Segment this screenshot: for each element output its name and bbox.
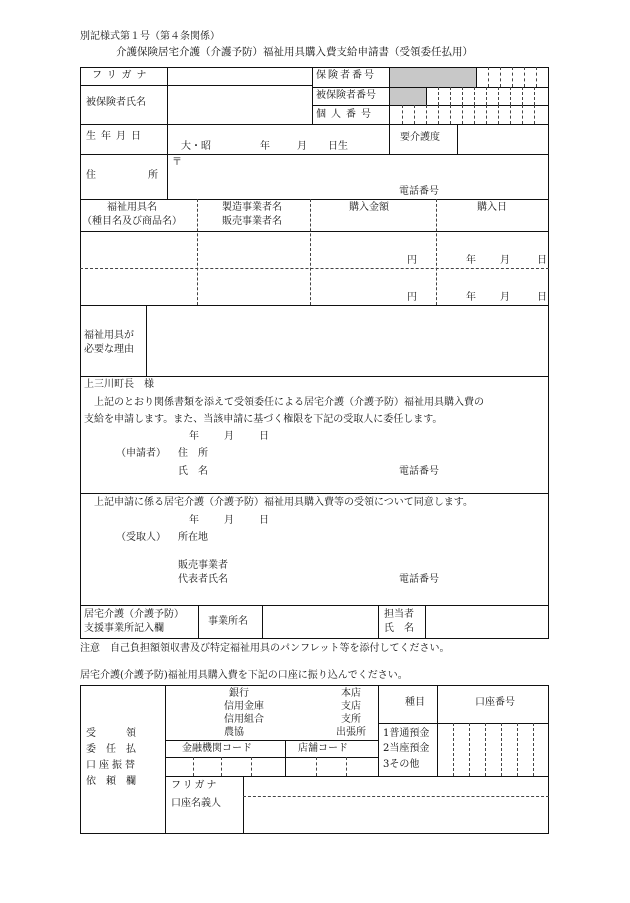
item-1-yen-unit: 円	[407, 255, 417, 266]
birth-era: 大・昭	[181, 141, 211, 152]
consent-phone-label: 電話番号	[399, 574, 439, 585]
reason-label-1: 福祉用具が	[84, 330, 134, 341]
consent-year-unit: 年	[189, 515, 199, 526]
address-input[interactable]	[186, 158, 546, 182]
address-label-1: 住	[86, 170, 96, 181]
recipient-label: （受取人）	[116, 532, 166, 543]
applicant-name-label: 氏 名	[178, 466, 208, 477]
branch-type-1: 本店	[341, 688, 361, 699]
recipient-location-label: 所在地	[178, 532, 208, 543]
branch-code-label: 店舗コード	[298, 743, 348, 754]
branch-code-input[interactable]	[288, 759, 376, 774]
birth-year-unit: 年	[260, 141, 270, 152]
birth-month-unit: 月	[297, 141, 307, 152]
institution-type-1: 銀行	[229, 688, 249, 699]
account-type-1[interactable]: 1普通預金	[383, 728, 430, 739]
recipient-location-input[interactable]	[215, 530, 535, 544]
account-type-3[interactable]: 3その他	[383, 759, 420, 770]
consent-body: 上記申請に係る居宅介護（介護予防）福祉用具購入費等の受領について同意します。	[94, 497, 473, 508]
institution-type-2: 信用金庫	[224, 701, 264, 712]
item-2-maker-input[interactable]	[200, 273, 307, 301]
person-label-2: 氏 名	[384, 623, 414, 634]
care-level-label: 要介護度	[400, 132, 440, 143]
attachment-note: 注意 自己負担額領収書及び特定福祉用具のパンフレット等を添付してください。	[80, 643, 450, 654]
bank-left-label-2: 委 任 払	[86, 744, 136, 755]
insured-number-label: 被保険者番号	[316, 90, 376, 101]
insurer-number-label: 保険者番号	[316, 70, 376, 81]
item-1-month-unit: 月	[500, 255, 510, 266]
amount-header: 購入金額	[349, 202, 389, 213]
insured-name-label: 被保険者氏名	[86, 97, 146, 108]
seller-header: 販売事業者名	[222, 216, 282, 227]
applicant-name-input[interactable]	[215, 464, 395, 478]
item-2-month-unit: 月	[500, 292, 510, 303]
postal-mark: 〒	[172, 157, 182, 168]
item-name-header-1: 福祉用具名	[107, 202, 157, 213]
maker-header: 製造事業者名	[222, 202, 282, 213]
office-name-label: 事業所名	[208, 616, 248, 627]
application-body-1: 上記のとおり関係書類を添えて受領委任による居宅介護（介護予防）福祉用具購入費の	[94, 397, 484, 408]
insurer-number-shaded	[390, 68, 476, 87]
account-furigana-label: フリガナ	[171, 780, 219, 791]
item-name-header-2: （種目名及び商品名）	[82, 216, 182, 227]
item-2-yen-unit: 円	[407, 292, 417, 303]
application-month-unit: 月	[224, 431, 234, 442]
care-level-input[interactable]	[460, 128, 546, 150]
address-phone-label: 電話番号	[399, 186, 439, 197]
item-1-day-unit: 日	[537, 255, 547, 266]
item-2-year-unit: 年	[466, 292, 476, 303]
consent-day-unit: 日	[259, 515, 269, 526]
item-2-name-input[interactable]	[84, 273, 194, 301]
birth-day-unit: 日生	[328, 141, 348, 152]
applicant-address-input[interactable]	[215, 446, 535, 460]
application-body-2: 支給を申請します。また、当該申請に基づく権限を下記の受取人に委任します。	[84, 414, 443, 425]
personal-number-label: 個人番号	[316, 109, 376, 120]
representative-input[interactable]	[235, 572, 395, 586]
bank-left-label-3: 口座振替	[86, 760, 138, 771]
item-1-year-unit: 年	[466, 255, 476, 266]
bank-intro: 居宅介護(介護予防)福祉用具購入費を下記の口座に振り込んでください。	[80, 670, 408, 681]
representative-label: 代表者氏名	[178, 574, 228, 585]
office-name-input[interactable]	[266, 610, 374, 634]
furigana-label: フリガナ	[92, 70, 152, 81]
person-name-input[interactable]	[429, 610, 545, 634]
addressee: 上三川町長 様	[84, 379, 154, 390]
support-office-label-2: 支援事業所記入欄	[84, 623, 164, 634]
support-office-label-1: 居宅介護（介護予防）	[84, 609, 184, 620]
item-1-name-input[interactable]	[84, 236, 194, 264]
item-1-maker-input[interactable]	[200, 236, 307, 264]
institution-type-3: 信用組合	[224, 714, 264, 725]
insured-name-input[interactable]	[170, 90, 310, 120]
account-type-label: 種目	[405, 697, 425, 708]
application-day-unit: 日	[259, 431, 269, 442]
form-id: 別記様式第１号（第４条関係）	[80, 31, 220, 42]
reason-label-2: 必要な理由	[84, 344, 134, 355]
person-label-1: 担当者	[384, 609, 414, 620]
applicant-phone-label: 電話番号	[399, 466, 439, 477]
account-holder-label: 口座名義人	[171, 798, 221, 809]
form-title: 介護保険居宅介護（介護予防）福祉用具購入費支給申請書（受領委任払用）	[116, 46, 473, 58]
institution-type-4: 農協	[224, 727, 244, 738]
branch-name-input[interactable]	[280, 690, 332, 734]
applicant-label: （申請者）	[116, 448, 166, 459]
account-holder-input[interactable]	[247, 800, 545, 830]
application-year-unit: 年	[189, 431, 199, 442]
insured-number-shaded	[390, 88, 426, 105]
birth-date-label: 生年月日	[86, 131, 146, 142]
account-type-2[interactable]: 2当座預金	[383, 743, 430, 754]
reason-input[interactable]	[150, 310, 546, 372]
account-furigana-input[interactable]	[247, 779, 545, 794]
applicant-address-label: 住 所	[178, 448, 208, 459]
branch-type-3: 支所	[341, 714, 361, 725]
personal-number-input[interactable]	[391, 107, 548, 121]
address-label-2: 所	[148, 170, 158, 181]
item-2-day-unit: 日	[537, 292, 547, 303]
insured-number-input[interactable]	[428, 89, 548, 103]
insurer-number-input[interactable]	[478, 70, 548, 84]
bank-left-label-4: 依 頼 欄	[86, 776, 136, 787]
branch-type-2: 支店	[341, 701, 361, 712]
institution-name-input[interactable]	[169, 690, 221, 734]
consent-month-unit: 月	[224, 515, 234, 526]
account-number-input[interactable]	[439, 728, 547, 772]
branch-type-4: 出張所	[336, 727, 366, 738]
bank-left-label-1: 受 領	[86, 728, 136, 739]
account-number-label: 口座番号	[475, 697, 515, 708]
institution-code-label: 金融機関コード	[182, 743, 252, 754]
institution-code-input[interactable]	[168, 759, 282, 774]
purchase-date-header: 購入日	[477, 202, 507, 213]
seller-label: 販売事業者	[178, 560, 228, 571]
